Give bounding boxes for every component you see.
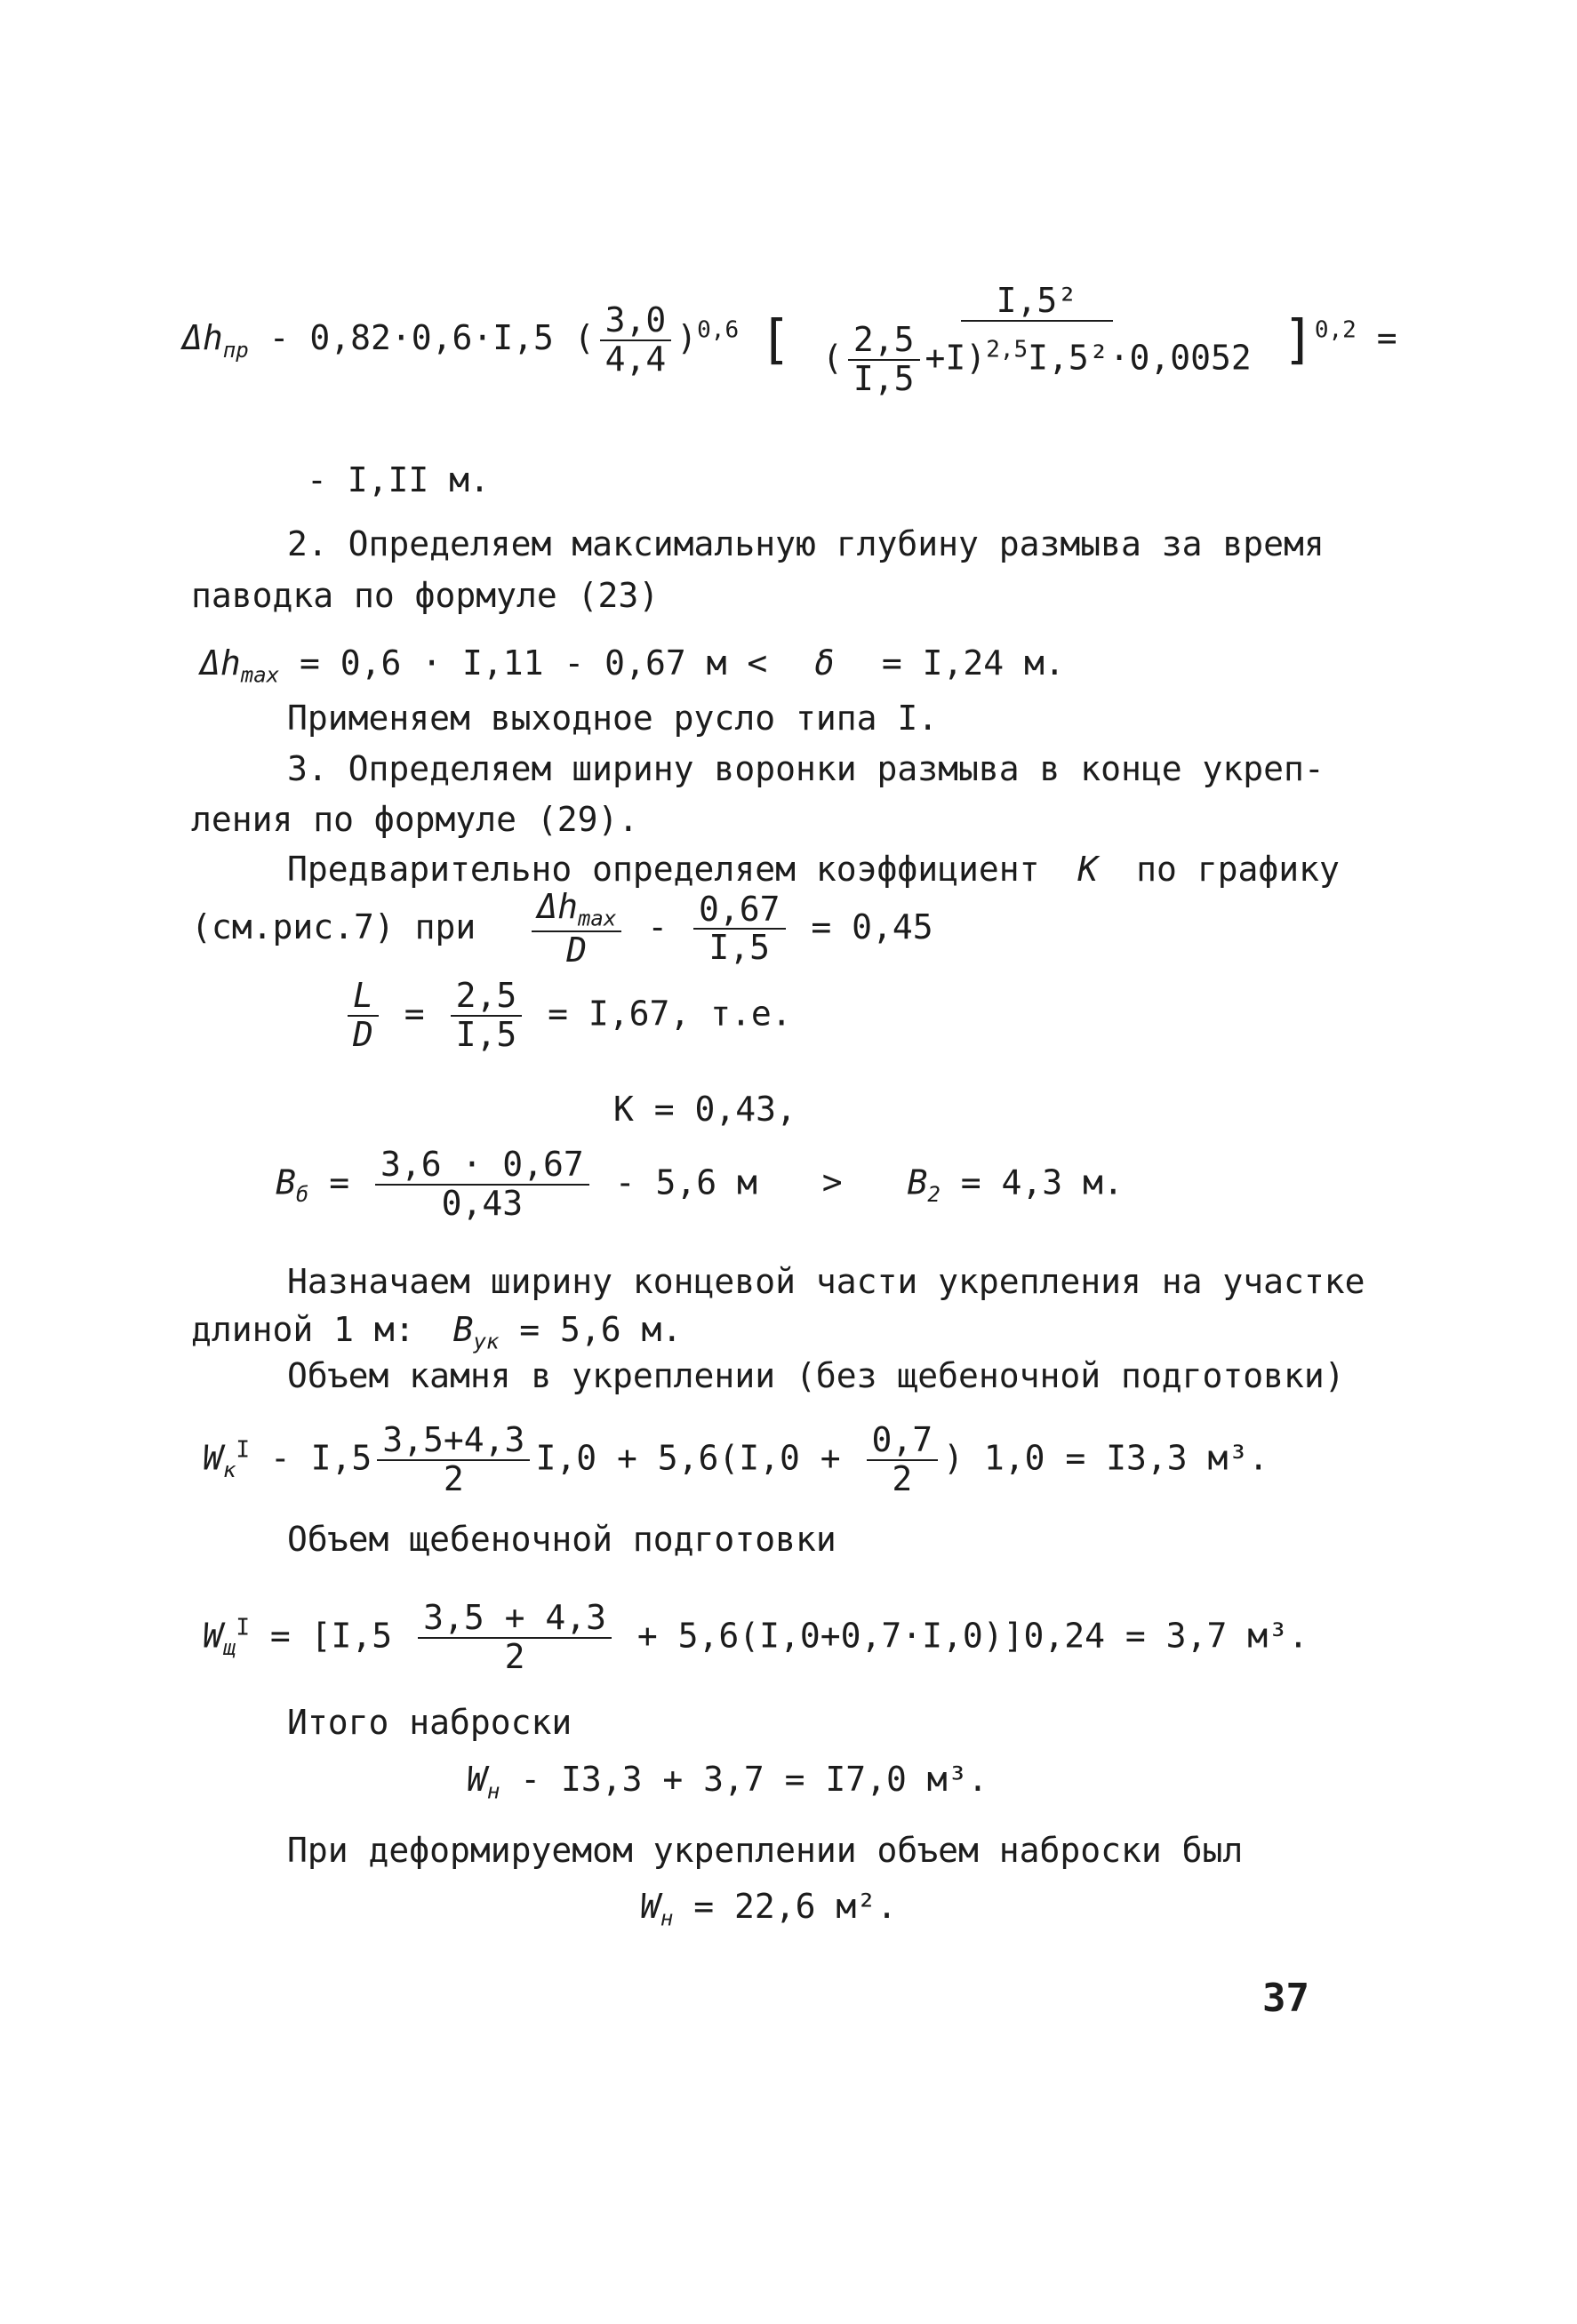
p-pre-frac1 bbox=[532, 889, 621, 970]
formula-ld-frac1-den: D bbox=[353, 1014, 373, 1054]
formula-wsh-lhs-sup: I bbox=[236, 1614, 250, 1641]
formula1-inner-tail: +I) bbox=[925, 338, 987, 378]
formula-wsh-b: + 5,6(I,0+0,7·I,0)]0,24 = 3,7 м³. bbox=[636, 1616, 1309, 1656]
formula-wn2-lhs-sub: н bbox=[660, 1905, 674, 1931]
p-pre-frac1-num-text: Δh bbox=[537, 887, 578, 926]
formula1-inner-small-den: I,5 bbox=[853, 358, 915, 398]
formula-wn-lhs: W bbox=[467, 1760, 487, 1799]
formula-b bbox=[276, 1146, 1124, 1223]
formula-wsh-frac-num: 3,5 + 4,3 bbox=[418, 1600, 612, 1639]
formula1-frac-den: 4,4 bbox=[604, 339, 667, 379]
formula1-inner-fraction bbox=[817, 283, 1257, 397]
p-assign-text-c: = 5,6 м. bbox=[519, 1310, 683, 1349]
formula-ld-frac2 bbox=[451, 978, 523, 1054]
formula1-inner-num: I,5² bbox=[961, 283, 1114, 322]
p-pre-line2 bbox=[191, 889, 933, 970]
formula-wk-c: ) 1,0 = I3,3 м³. bbox=[943, 1438, 1269, 1478]
p3-line2: ления по формуле (29). bbox=[191, 800, 639, 839]
p-assign-line1: Назначаем ширину концевой части укрепления на участке bbox=[287, 1262, 1365, 1301]
formula1-coef: - 0,82·0,6·I,5 ( bbox=[268, 318, 595, 358]
formula-wsh-frac bbox=[418, 1600, 612, 1676]
formula1-frac-num: 3,0 bbox=[600, 302, 672, 341]
formula-wn-lhs-sub: н bbox=[486, 1778, 500, 1804]
formula2-rhs: = 0,6 · I,11 - 0,67 м < bbox=[300, 643, 768, 683]
formula-wk-lhs-sub: к bbox=[222, 1457, 236, 1482]
formula-k: K = 0,43, bbox=[613, 1090, 797, 1129]
formula1-inner-exp: 2,5 bbox=[986, 336, 1029, 363]
p-pre-frac1-num-sub: max bbox=[577, 906, 617, 931]
formula-wk-lhs: W bbox=[203, 1438, 223, 1478]
formula1-exp1: 0,6 bbox=[697, 316, 740, 344]
p-apply: Применяем выходное русло типа I. bbox=[287, 699, 939, 738]
formula-wn2-lhs: W bbox=[640, 1887, 660, 1926]
formula-wk-frac-num: 3,5+4,3 bbox=[377, 1422, 530, 1461]
p-pre-text-a: Предварительно определяем коэффициент bbox=[287, 850, 1040, 889]
formula-wn2 bbox=[640, 1889, 897, 1930]
p-total: Итого наброски bbox=[287, 1703, 572, 1742]
p2-line2: паводка по формуле (23) bbox=[191, 576, 660, 615]
formula2-delta: δ bbox=[814, 643, 835, 683]
p-pre-dash: - bbox=[647, 906, 668, 946]
formula2-lhs-sub: max bbox=[240, 662, 280, 688]
formula-b-gt: > bbox=[821, 1162, 843, 1202]
formula-wsh-a: = [I,5 bbox=[269, 1616, 393, 1656]
formula-b-tail: = 4,3 м. bbox=[960, 1162, 1124, 1202]
formula1-bracket-close: ] bbox=[1282, 308, 1315, 371]
p-volume: Объем камня в укреплении (без щебеночной подготовки) bbox=[287, 1356, 1345, 1395]
formula1-exp2: 0,2 bbox=[1314, 316, 1357, 344]
formula-b-lhs-sub: б bbox=[295, 1181, 309, 1207]
formula2-lhs: Δh bbox=[200, 643, 241, 683]
formula-wsh-frac-den: 2 bbox=[504, 1636, 525, 1676]
formula-wn2-rhs: = 22,6 м². bbox=[693, 1887, 898, 1926]
p2-line1: 2. Определяем максимальную глубину размыва за время bbox=[287, 524, 1325, 563]
formula-b-frac-num: 3,6 · 0,67 bbox=[375, 1146, 589, 1186]
formula-ld-frac2-den: I,5 bbox=[455, 1014, 517, 1054]
p-assign-line2 bbox=[191, 1312, 682, 1354]
formula-wk bbox=[203, 1422, 1269, 1498]
formula-ld-frac2-num: 2,5 bbox=[451, 978, 523, 1017]
p-deform: При деформируемом укреплении объем наброски был bbox=[287, 1831, 1244, 1870]
p-gravel: Объем щебеночной подготовки bbox=[287, 1520, 837, 1559]
formula1-lhs: Δh bbox=[182, 318, 223, 358]
formula1-lhs-sub: пр bbox=[222, 337, 249, 363]
p-assign-b: B bbox=[452, 1310, 474, 1349]
formula1-inner-small-fraction bbox=[848, 319, 920, 398]
p-assign-sub: ук bbox=[473, 1329, 500, 1354]
formula-wk-a: - I,5 bbox=[269, 1438, 372, 1478]
formula-b-rhs-sub: 2 bbox=[927, 1181, 941, 1207]
formula-b-frac bbox=[375, 1146, 589, 1223]
formula-ld-frac1 bbox=[348, 978, 379, 1054]
formula-delta-h-max bbox=[200, 645, 1065, 687]
formula1-fraction bbox=[600, 299, 672, 379]
formula-b-frac-den: 0,43 bbox=[441, 1183, 524, 1223]
formula-ld-frac1-num: L bbox=[348, 978, 379, 1017]
page-number: 37 bbox=[1262, 1976, 1309, 2021]
formula-b-lhs: B bbox=[276, 1162, 296, 1202]
formula-wsh bbox=[203, 1600, 1309, 1676]
p3-line1: 3. Определяем ширину воронки размыва в конце укреп- bbox=[287, 749, 1325, 788]
formula1-bracket-open: [ bbox=[759, 308, 792, 371]
p-pre-k: K bbox=[1077, 850, 1099, 889]
formula-wk-frac2-den: 2 bbox=[892, 1458, 913, 1498]
formula1-inner-den: ( $\frac{2,5}{I,5}$ +I)$^{2,5}$I,5²·0,0052 bbox=[822, 319, 1252, 398]
formula1-inner-small-num: 2,5 bbox=[848, 322, 920, 361]
p-pre-result: = 0,45 bbox=[811, 906, 933, 946]
formula-wk-frac-den: 2 bbox=[443, 1458, 464, 1498]
p-pre-line2-text: (см.рис.7) при bbox=[191, 906, 476, 946]
p-pre-text-b: по графику bbox=[1136, 850, 1340, 889]
formula-wk-b: I,0 + 5,6(I,0 + bbox=[535, 1438, 841, 1478]
formula-ld-eq: = bbox=[404, 994, 425, 1034]
formula-ld-result: = I,67, т.е. bbox=[548, 994, 792, 1034]
formula-delta-h-pr: $\Delta h_{пр} - 0,82\cdot 0,6\cdot I,5$ ( $\frac{3,0}{4,4}$ )$^{0,6}$ [ I,5² ( $\frac{2,5}{I,5}$ +I)$^{2,5}$I,5²·0,0052 ]$^{0,2}$ = bbox=[182, 281, 1397, 398]
p-pre-frac2 bbox=[693, 891, 786, 968]
formula-b-mid: - 5,6 м bbox=[614, 1162, 757, 1202]
formula1-inner-tail2: I,5²·0,0052 bbox=[1028, 338, 1252, 378]
p-assign-text-a: длиной 1 м: bbox=[191, 1310, 415, 1349]
formula-wsh-lhs-sub: щ bbox=[222, 1634, 236, 1660]
p-pre-frac1-num bbox=[532, 889, 621, 932]
p-pre-frac2-den: I,5 bbox=[708, 928, 771, 968]
formula-wn-rhs: - I3,3 + 3,7 = I7,0 м³. bbox=[520, 1760, 989, 1799]
formula-b-rhs: B bbox=[907, 1162, 928, 1202]
formula-wsh-lhs: W bbox=[203, 1616, 223, 1656]
formula-b-eq: = bbox=[329, 1162, 350, 1202]
formula-wk-lhs-sup: I bbox=[236, 1436, 250, 1464]
formula2-tail: = I,24 м. bbox=[881, 643, 1065, 683]
formula-l-d bbox=[342, 978, 792, 1054]
formula-wk-frac bbox=[377, 1422, 530, 1498]
formula-wk-frac2-num: 0,7 bbox=[867, 1422, 939, 1461]
p-pre-frac2-num: 0,67 bbox=[693, 891, 786, 930]
formula-wk-frac2 bbox=[867, 1422, 939, 1498]
p-pre-line1 bbox=[287, 851, 1340, 889]
formula1-result: - I,II м. bbox=[307, 460, 490, 499]
formula-wn bbox=[467, 1761, 988, 1803]
p-pre-frac1-den: D bbox=[566, 930, 588, 970]
formula1-eq: = bbox=[1376, 318, 1397, 358]
